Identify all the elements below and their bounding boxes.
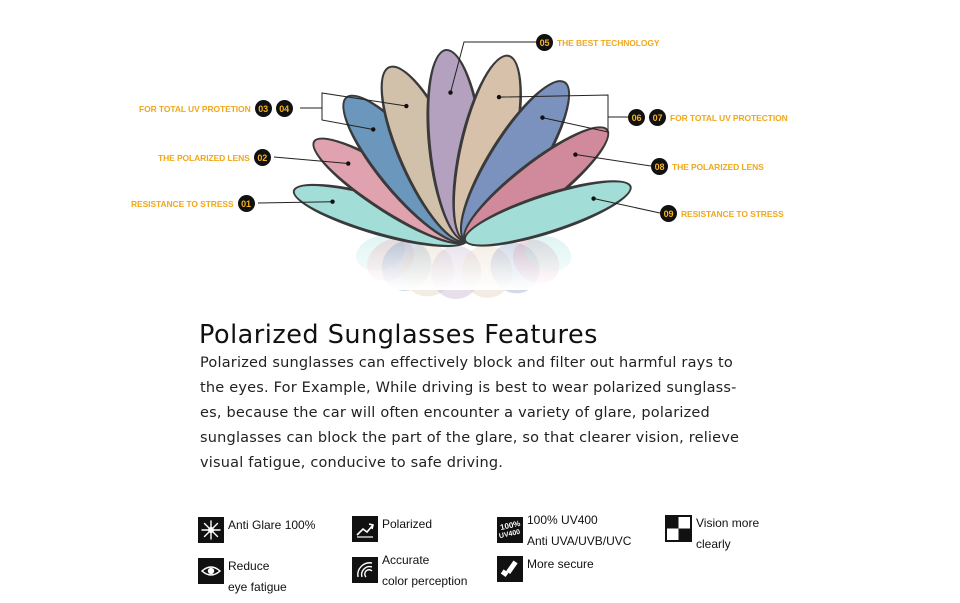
feature-label: Reduce [228, 559, 270, 573]
callout-09 [660, 205, 784, 222]
leader-dot [573, 152, 577, 156]
feature-label: Vision more [696, 516, 760, 530]
callout-number-badge: 01 [238, 195, 255, 212]
uv400-icon [497, 517, 523, 543]
features-title: Polarized Sunglasses Features [199, 320, 598, 350]
feature-color-perception [352, 550, 467, 592]
feature-label: Accurate [382, 553, 430, 567]
description-line: es, because the car will often encounter a variety of glare, polarized [200, 405, 710, 421]
feature-label: color perception [382, 574, 468, 588]
callout-label: RESISTANCE TO STRESS [131, 198, 234, 209]
description-line: the eyes. For Example, While driving is best to wear polarized sunglass- [200, 380, 737, 396]
callout-01 [131, 195, 255, 212]
leader-dot [540, 115, 544, 119]
callout-label: FOR TOTAL UV PROTETION [139, 103, 251, 114]
secure-icon [497, 556, 523, 582]
feature-label: More secure [527, 557, 594, 571]
leader-dot [404, 104, 408, 108]
callout-03-04 [139, 100, 293, 117]
leader-dot [330, 200, 334, 204]
feature-uv400 [497, 510, 631, 552]
lens-fan-diagram [0, 0, 960, 300]
callout-08 [651, 158, 764, 175]
callout-label: THE BEST TECHNOLOGY [557, 37, 660, 48]
feature-label: 100% UV400 [527, 513, 598, 527]
feature-label: Polarized [382, 517, 433, 531]
leader-dot [497, 95, 501, 99]
leader-dot [448, 90, 452, 94]
feature-anti-glare [198, 515, 315, 543]
feature-label: eye fatigue [228, 580, 287, 594]
vision-icon [665, 515, 692, 542]
callout-label: FOR TOTAL UV PROTECTION [670, 112, 788, 123]
feature-label: Anti Glare 100% [228, 518, 316, 532]
polarized-icon [352, 516, 378, 542]
callout-label: RESISTANCE TO STRESS [681, 208, 784, 219]
leader-dot [346, 161, 350, 165]
callout-05 [536, 34, 659, 51]
callout-number-badge: 03 [255, 100, 272, 117]
callout-label: THE POLARIZED LENS [672, 161, 764, 172]
leader-dot [591, 196, 595, 200]
color-perception-icon [352, 557, 378, 583]
features-description [200, 351, 780, 476]
description-line: visual fatigue, conducive to safe driving. [200, 455, 504, 471]
eye-icon [198, 558, 224, 584]
callout-number-badge: 08 [651, 158, 668, 175]
callout-label: THE POLARIZED LENS [158, 152, 250, 163]
callout-number-badge: 09 [660, 205, 677, 222]
callout-02 [158, 149, 271, 166]
leader-dot [371, 127, 375, 131]
feature-label: Anti UVA/UVB/UVC [527, 534, 632, 548]
description-line: Polarized sunglasses can effectively block and filter out harmful rays to [200, 355, 733, 371]
feature-reduce-fatigue [198, 556, 287, 598]
description-line: sunglasses can block the part of the glare, so that clearer vision, relieve [200, 430, 740, 446]
callout-number-badge: 06 [628, 109, 645, 126]
callout-number-badge: 07 [649, 109, 666, 126]
callout-number-badge: 02 [254, 149, 271, 166]
uv400-badge-text: 100% [499, 518, 521, 533]
feature-vision [665, 513, 759, 555]
anti-glare-icon [198, 517, 224, 543]
callout-06-07 [628, 109, 788, 126]
uv400-badge-text: UV400 [498, 528, 522, 541]
feature-more-secure [497, 554, 594, 582]
feature-label: clearly [696, 537, 731, 551]
lens-fan [287, 46, 637, 260]
feature-polarized [352, 514, 432, 542]
callout-number-badge: 04 [276, 100, 293, 117]
callout-number-badge: 05 [536, 34, 553, 51]
